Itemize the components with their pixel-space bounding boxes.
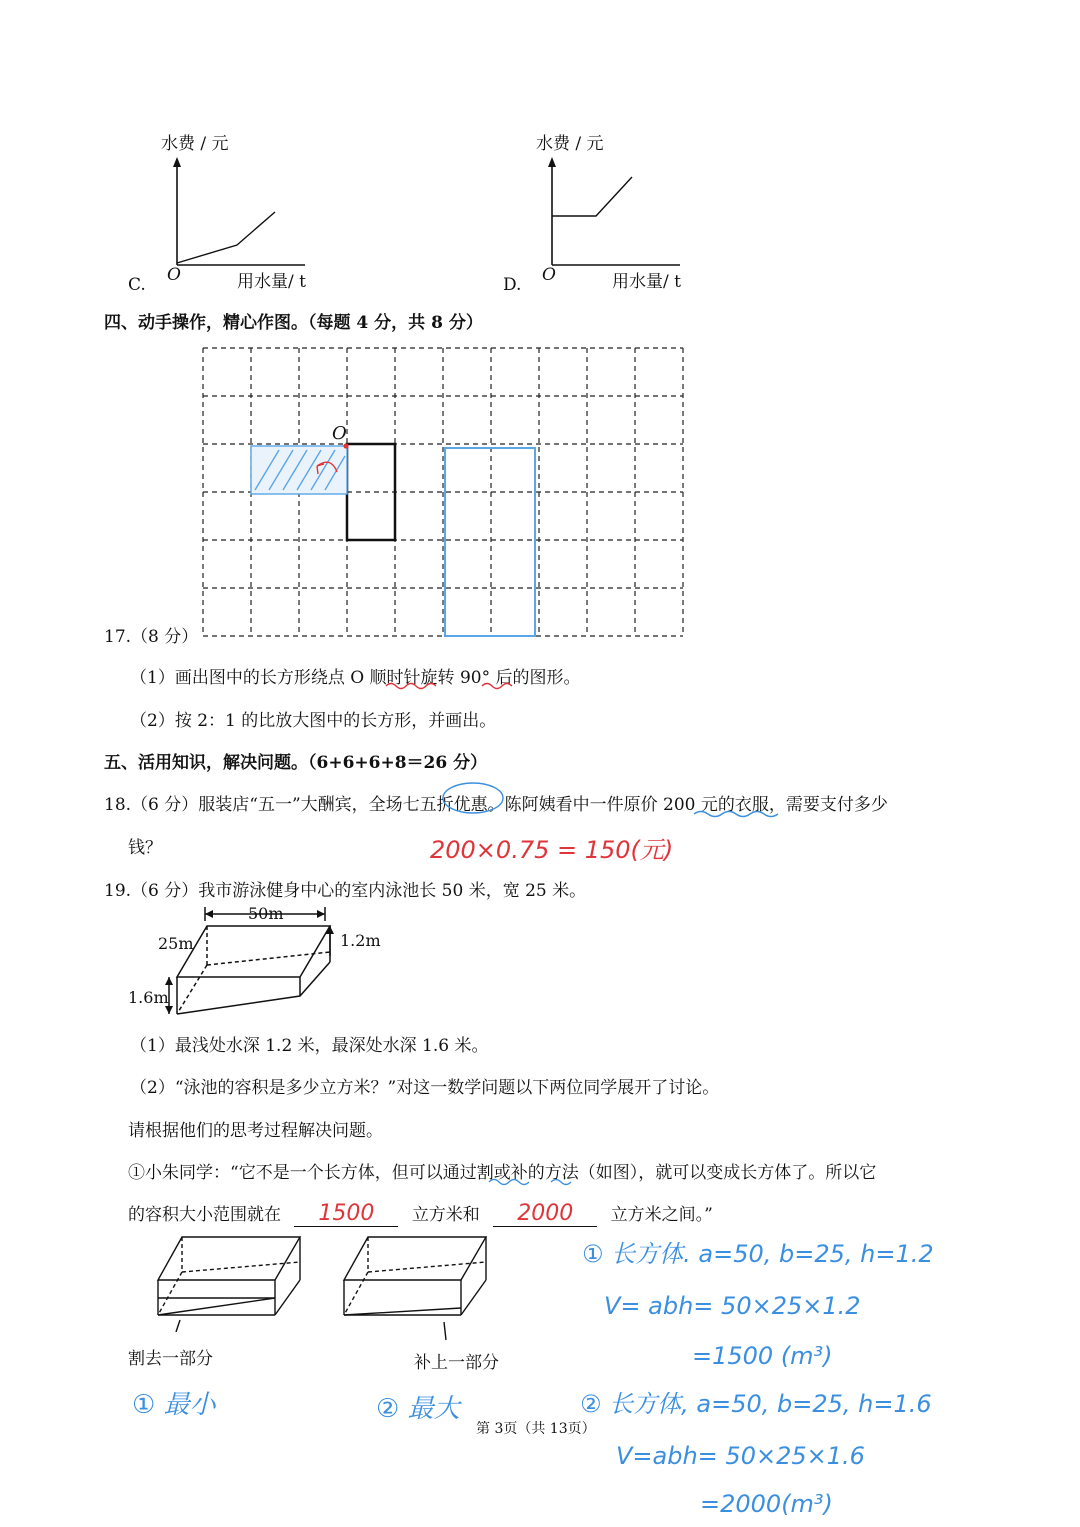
page-footer: 第 3页（共 13页） xyxy=(476,1421,596,1437)
add-figure xyxy=(336,1232,496,1342)
work-line-2: V= abh= 50×25×1.2 xyxy=(604,1292,861,1320)
cut-figure xyxy=(150,1232,310,1332)
graph-d-option: D. xyxy=(503,275,522,295)
graph-d-x-label: 用水量/ t xyxy=(612,272,681,292)
cut-caption: 割去一部分 xyxy=(128,1349,213,1369)
graph-c xyxy=(125,125,355,295)
section-4-heading: 四、动手操作，精心作图。（每题 4 分，共 8 分） xyxy=(104,313,483,333)
graph-d xyxy=(500,125,730,295)
enlarged-rectangle xyxy=(445,448,535,636)
fig-shallow-label: 1.2m xyxy=(340,931,381,950)
answer-blank-2[interactable]: 2000 xyxy=(493,1201,597,1227)
graph-d-origin: O xyxy=(542,265,556,285)
work-line-6: =2000(m³) xyxy=(700,1490,833,1518)
answer-blank-1[interactable]: 1500 xyxy=(294,1201,398,1227)
add-caption: 补上一部分 xyxy=(414,1353,499,1373)
work-line-4: ② 长方体, a=50, b=25, h=1.6 xyxy=(580,1390,932,1418)
fig-length-label: 50m xyxy=(248,904,284,923)
graph-d-line xyxy=(552,177,632,216)
note-max: ② 最大 xyxy=(376,1394,460,1424)
section-5-heading: 五、活用知识，解决问题。（6+6+6+8＝26 分） xyxy=(104,753,488,773)
q17-part2: （2）按 2：1 的比放大图中的长方形，并画出。 xyxy=(130,711,497,731)
zhu-line2-c: 立方米之间。” xyxy=(610,1205,713,1225)
q17-part1: （1）画出图中的长方形绕点 O 顺时针旋转 90° 后的图形。 xyxy=(130,668,581,688)
zhu-line1: ①小朱同学：“它不是一个长方体，但可以通过割或补的方法（如图），就可以变成长方体了。所以它 xyxy=(128,1163,877,1183)
zhu-line2 xyxy=(128,1200,713,1227)
q19-intro: 19.（6 分）我市游泳健身中心的室内泳池长 50 米，宽 25 米。 xyxy=(104,881,587,901)
q18-marks xyxy=(440,780,800,820)
q19-part2: （2）“泳池的容积是多少立方米？”对这一数学问题以下两位同学展开了讨论。 xyxy=(130,1078,720,1098)
work-line-5: V=abh= 50×25×1.6 xyxy=(616,1442,865,1470)
q18-answer: 200×0.75 = 150(元) xyxy=(430,836,674,864)
q17-underline-marks xyxy=(380,680,530,692)
graph-c-x-label: 用水量/ t xyxy=(237,272,306,292)
q19-part1: （1）最浅处水深 1.2 米，最深处水深 1.6 米。 xyxy=(130,1036,489,1056)
point-o-marker xyxy=(343,443,348,448)
point-o-label: O xyxy=(332,423,347,444)
q17-grid xyxy=(195,340,695,645)
zhu-line2-b: 立方米和 xyxy=(411,1205,480,1225)
q18-line2: 钱？ xyxy=(128,838,162,858)
fig-deep-label: 1.6m xyxy=(128,988,169,1007)
graph-c-y-label: 水费 / 元 xyxy=(161,134,229,154)
q18-line1: 18.（6 分）服装店“五一”大酬宾，全场七五折优惠。陈阿姨看中一件原价 200 元的衣服，需要支付多少 xyxy=(104,795,888,815)
graph-c-origin: O xyxy=(167,265,181,285)
q17-label: 17.（8 分） xyxy=(104,627,199,647)
work-line-3: =1500 (m³) xyxy=(692,1342,833,1370)
fig-width-label: 25m xyxy=(158,934,194,953)
work-line-1: ① 长方体. a=50, b=25, h=1.2 xyxy=(582,1240,934,1268)
graph-d-y-label: 水费 / 元 xyxy=(536,134,604,154)
rotated-rectangle xyxy=(251,446,347,494)
q19-prompt: 请根据他们的思考过程解决问题。 xyxy=(128,1121,383,1141)
zhu-marks xyxy=(485,1176,605,1188)
zhu-line2-a: 的容积大小范围就在 xyxy=(128,1205,281,1225)
graph-c-line xyxy=(177,212,275,263)
note-min: ① 最小 xyxy=(132,1390,216,1420)
graph-c-option: C. xyxy=(128,275,146,295)
